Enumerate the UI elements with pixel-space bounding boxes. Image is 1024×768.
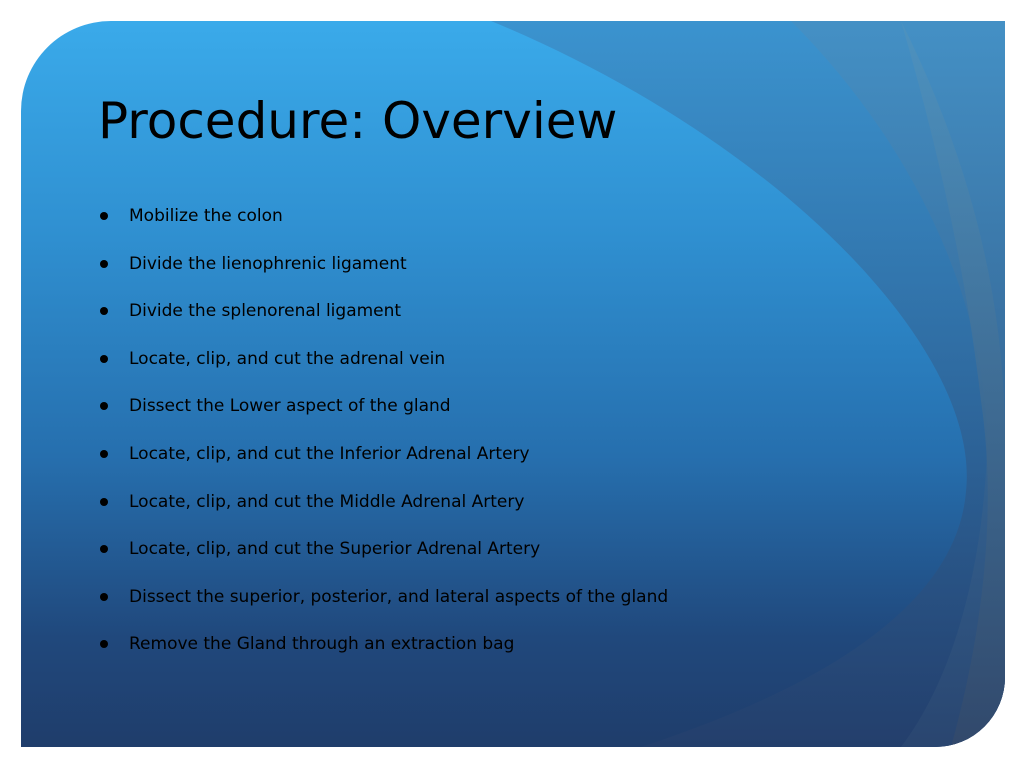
bullet-dot-icon — [100, 593, 108, 601]
bullet-text: Mobilize the colon — [129, 206, 283, 226]
bullet-item — [98, 251, 668, 299]
bullet-text: Remove the Gland through an extraction bag — [129, 634, 515, 655]
bullet-item — [98, 584, 668, 632]
bullet-item — [98, 298, 668, 346]
bullet-dot-icon — [100, 307, 108, 315]
bullet-item — [98, 346, 668, 394]
bullet-dot-icon — [100, 260, 108, 268]
bullet-list — [98, 203, 668, 679]
bullet-dot-icon — [100, 402, 108, 410]
bullet-text: Dissect the Lower aspect of the gland — [129, 396, 451, 417]
bullet-dot-icon — [100, 640, 108, 648]
bullet-dot-icon — [100, 355, 108, 363]
bullet-item — [98, 631, 668, 679]
bullet-item — [98, 203, 668, 251]
bullet-dot-icon — [100, 498, 108, 506]
bullet-text: Locate, clip, and cut the Inferior Adrenal Artery — [129, 443, 530, 464]
bullet-item — [98, 441, 668, 489]
bullet-text: Locate, clip, and cut the Middle Adrenal Artery — [129, 491, 525, 512]
bullet-text: Dissect the superior, posterior, and lateral aspects of the gland — [129, 586, 669, 607]
bullet-text: Divide the splenorenal ligament — [129, 301, 402, 322]
slide — [21, 21, 1005, 747]
slide-title: Procedure: Overview — [98, 92, 618, 150]
bullet-text: Divide the lienophrenic ligament — [129, 253, 407, 274]
bullet-item — [98, 393, 668, 441]
bullet-dot-icon — [100, 212, 108, 220]
bullet-dot-icon — [100, 450, 108, 458]
bullet-dot-icon — [100, 545, 108, 553]
bullet-item — [98, 489, 668, 537]
bullet-text: Locate, clip, and cut the adrenal vein — [129, 348, 446, 369]
bullet-item — [98, 536, 668, 584]
bullet-text: Locate, clip, and cut the Superior Adrenal Artery — [129, 539, 541, 560]
